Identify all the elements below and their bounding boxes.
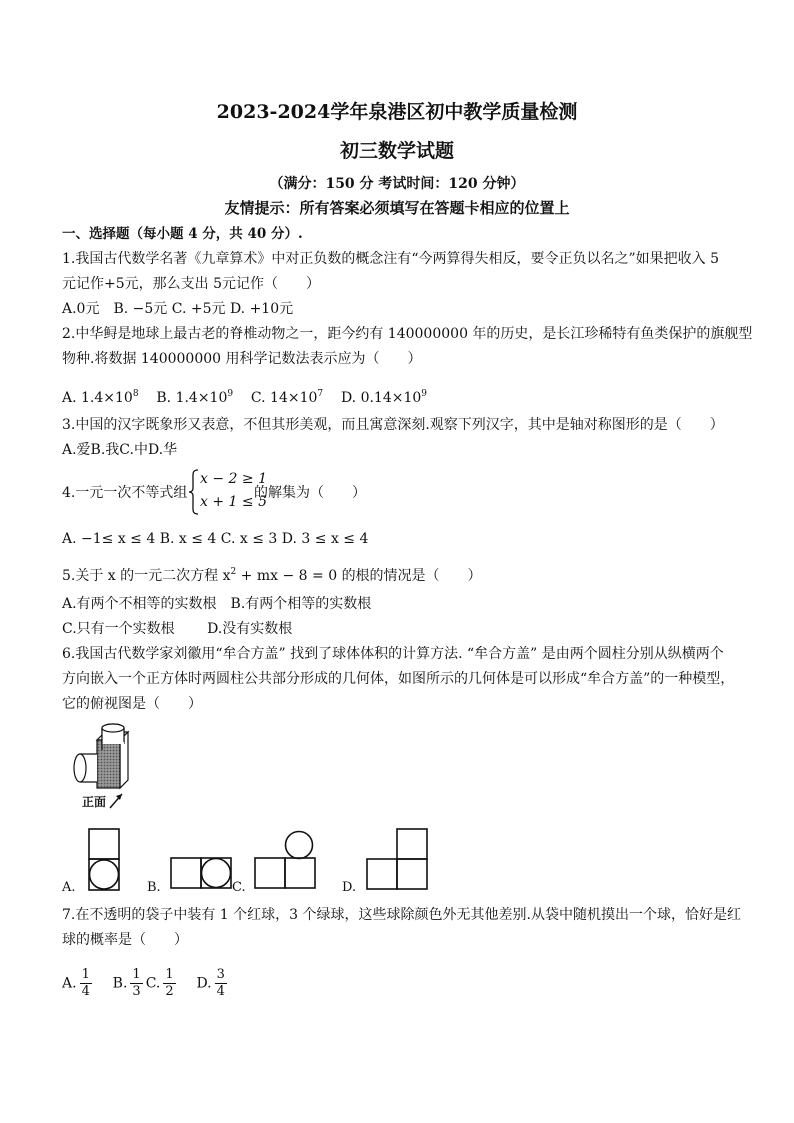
exam-notice: 友情提示：所有答案必须填写在答题卡相应的位置上 — [224, 199, 570, 217]
q7-option-b-fraction — [130, 967, 142, 1000]
q2-option-a-exp: 8 — [132, 389, 139, 399]
section-heading: 一、选择题（每小题 4 分，共 40 分）. — [62, 226, 303, 242]
q2-option-d: D. 0.14×10 — [340, 390, 422, 406]
q7-option-c-fraction — [163, 967, 175, 1000]
q7-option-d-fraction — [215, 967, 227, 1000]
q7-option-d: D. — [196, 975, 212, 992]
q7-option-a-denominator: 4 — [81, 984, 90, 999]
q7-option-a-numerator: 1 — [81, 967, 90, 982]
q1-line1: 1.我国古代数学名著《九章算术》中对正负数的概念注有“今两算得失相反，要令正负以名之”如果把收入 5 — [62, 251, 720, 267]
q6-option-a-label: A. — [62, 880, 76, 895]
q7-option-a-fraction — [80, 967, 92, 1000]
q3-line1: 3.中国的汉字既象形又表意，不但其形美观，而且寓意深刻.观察下列汉字，其中是轴对称图形的是（ ） — [62, 417, 724, 433]
q2-option-a: A. 1.4×10 — [62, 390, 133, 406]
front-label: 正面 — [82, 795, 107, 809]
q5-lead: 5.关于 x 的一元二次方程 x — [62, 568, 231, 584]
q7-option-b-denominator: 3 — [132, 984, 141, 999]
q7-option-d-numerator: 3 — [216, 967, 225, 982]
q2-option-b-exp: 9 — [227, 389, 234, 399]
q7-option-d-denominator: 4 — [216, 984, 225, 999]
q7-option-c-numerator: 1 — [165, 967, 174, 982]
q2-line2: 物种.将数据 140000000 用科学记数法表示应为（ ） — [62, 351, 422, 367]
q3-options: A.爱B.我C.中D.华 — [62, 442, 178, 458]
q6-option-c-figure — [254, 830, 316, 890]
q6-option-d-figure — [366, 828, 428, 890]
q7-line2: 球的概率是（ ） — [62, 932, 188, 948]
q7-option-c-denominator: 2 — [165, 984, 174, 999]
brace-icon — [188, 469, 200, 515]
q1-options: A.0元 B. −5元 C. +5元 D. +10元 — [62, 301, 294, 317]
q2-line1: 2.中华鲟是地球上最古老的脊椎动物之一，距今约有 140000000 年的历史，是长江珍稀特有鱼类保护的旗舰型 — [62, 326, 753, 342]
q5-line1 — [62, 562, 482, 586]
q6-line2: 方向嵌入一个正方体时两圆柱公共部分形成的几何体，如图所示的几何体是可以形成“牟合方盖”的一种模型， — [62, 671, 735, 687]
q5-tail: + mx − 8 = 0 的根的情况是（ ） — [236, 568, 482, 584]
q6-option-b-label: B. — [147, 880, 161, 895]
q7-option-c: C. — [145, 975, 161, 992]
q5-options-ab: A.有两个不相等的实数根 B.有两个相等的实数根 — [62, 596, 372, 612]
q6-line3: 它的俯视图是（ ） — [62, 696, 202, 712]
q6-option-d-label: D. — [342, 880, 357, 895]
q7-option-b: B. — [112, 975, 128, 992]
exam-title: 2023-2024学年泉港区初中教学质量检测 — [216, 101, 578, 123]
q2-option-b: B. 1.4×10 — [156, 390, 228, 406]
q4-inequality-1: x − 2 ≥ 1 — [200, 471, 267, 487]
q4-options: A. −1≤ x ≤ 4 B. x ≤ 4 C. x ≤ 3 D. 3 ≤ x ≤ 4 — [62, 531, 369, 547]
q5-exp: 2 — [230, 567, 237, 577]
q2-option-c: C. 14×10 — [250, 390, 318, 406]
q2-option-c-exp: 7 — [317, 389, 324, 399]
q1-line2: 元记作+5元，那么支出 5元记作（ ） — [62, 276, 320, 292]
q2-options — [62, 384, 427, 408]
q5-options-cd: C.只有一个实数根 D.没有实数根 — [62, 621, 293, 637]
q6-option-b-figure — [170, 857, 232, 889]
q6-option-c-label: C. — [232, 880, 246, 895]
q7-options — [62, 967, 230, 1000]
exam-subtitle: 初三数学试题 — [339, 140, 454, 162]
q4-lead: 4.一元一次不等式组 — [62, 485, 188, 501]
q6-line1: 6.我国古代数学家刘徽用“牟合方盖” 找到了球体体积的计算方法. “牟合方盖” 是由两个圆柱分别从纵横两个 — [62, 646, 724, 662]
q4-tail: 的解集为（ ） — [254, 485, 366, 501]
q6-option-a-figure — [88, 828, 120, 892]
q7-option-b-numerator: 1 — [132, 967, 141, 982]
exam-info: （满分：150 分 考试时间：120 分钟） — [269, 176, 525, 192]
q2-option-d-exp: 9 — [421, 389, 428, 399]
q7-line1: 7.在不透明的袋子中装有 1 个红球，3 个绿球，这些球除颜色外无其他差别.从袋中随机摸出一个球，恰好是红 — [62, 907, 741, 923]
q4-inequality-2: x + 1 ≤ 5 — [200, 494, 267, 510]
q7-option-a: A. — [62, 975, 77, 992]
